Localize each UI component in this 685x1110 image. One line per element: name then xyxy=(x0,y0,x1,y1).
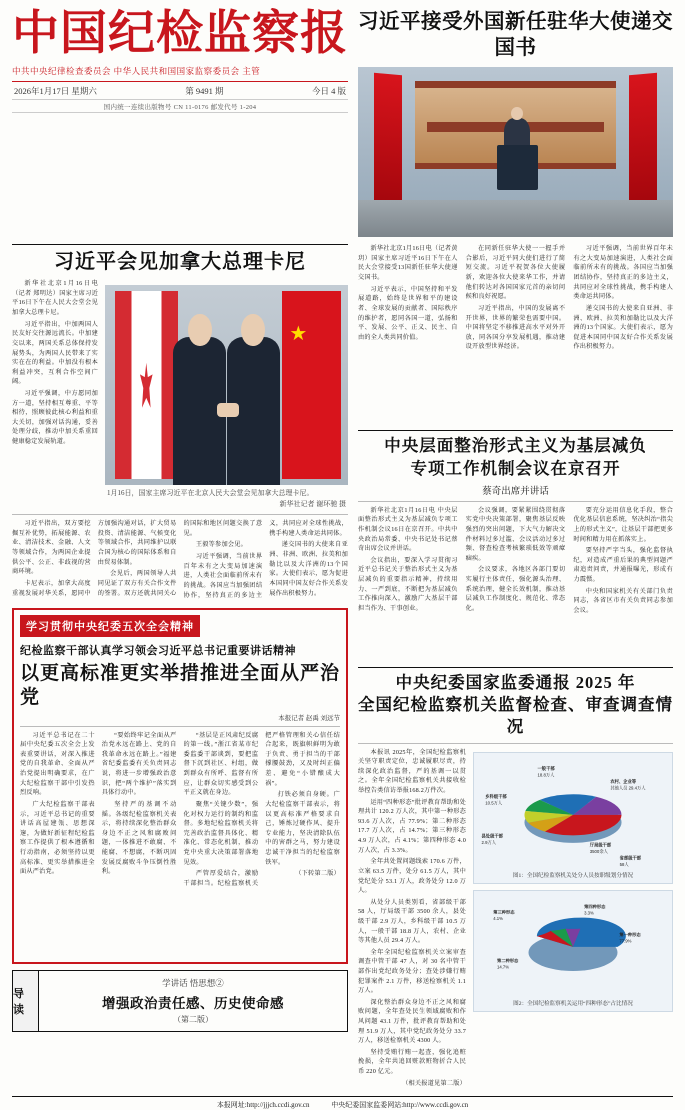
guide-body xyxy=(39,971,347,1031)
pie2-value-3: 3.3% xyxy=(584,910,594,916)
pie1-value-3: 2.9万人 xyxy=(481,839,497,845)
masthead-right xyxy=(358,10,673,237)
pie-chart-forms xyxy=(478,895,668,997)
masthead-left xyxy=(12,10,348,237)
canada-flag xyxy=(115,291,178,479)
podium-shape xyxy=(497,145,538,189)
handshake xyxy=(217,403,239,417)
guide-box xyxy=(12,970,348,1032)
left-mid-rule xyxy=(12,514,348,515)
masthead-ticker: 国内统一连续出版物号 CN 11-0176 邮发代号 1-204 xyxy=(12,99,348,113)
china-flag xyxy=(282,291,340,479)
pie1-label-3: 县处级干部 xyxy=(481,832,503,838)
pie1-label-4: 厅局级干部 xyxy=(589,842,612,848)
flag-decor-left xyxy=(374,73,402,208)
study-feature-text: 习近平总书记在二十届中央纪委五次全会上发表重要讲话，对深入推进党的自我革命、全面从严治党提出明确要求，在广大纪检监察干部中引发热烈反响。 广大纪检监察干部表示，习近平总书记的重要讲话高屋建瓴、思想深邃，为做好新征程纪检监察工作提供了根本遵循和行动指南，必须坚持以更高标准、更实举措推进全面从严治党。 “要始终牢记全面从严治党永远在路上、党的自我革命永远在路上。”福建省纪委监委有关负责同志说，将进一步增强政治意识，把“两个维护”落实到具体行动中。 坚持严的基调不动摇。各级纪检监察机关表示，将持续深化整治群众身边不正之风和腐败问题，一体推进不敢腐、不能腐、不想腐，不断巩固发展反腐败斗争压倒性胜利。 “基层是正风肃纪反腐的第一线。”浙江省某市纪委监委干部谈到，要把监督下沉到社区、村组，做到群众有所呼、监督有所应，让群众切实感受到公平正义就在身边。 聚焦“关键少数”，强化对权力运行的制约和监督。多地纪检监察机关将完善政治监督具体化、精准化、常态化机制，推动党中央重大决策部署落地见效。 严管厚爱结合，激励干部担当。纪检监察机关把严格管理和关心信任结合起来，既旗帜鲜明为敢于负责、勇于担当的干部撑腰鼓劲，又及时纠正偏差、避免“小错酿成大祸”。 打铁必须自身硬。广大纪检监察干部表示，将以更高标准严格要求自己，锤炼过硬作风、提升专业能力，坚决清除队伍中的害群之马，努力建设忠诚干净担当的纪检监察铁军。 （下转第二版） xyxy=(20,731,340,887)
report-headline-1: 中央纪委国家监委通报 2025 年 xyxy=(395,672,636,692)
lead-left-block xyxy=(12,279,348,509)
report-text: 本报讯 2025年，全国纪检监察机关坚守职责定位，忠诚履职尽责，持续深化政治监督，严的基调一以贯之。全年全国纪检监察机关共接收检举控告类信访举报168.2万件次。 运用“四种形态”批评教育帮助和处理共计 120.2 万人次，其中第一种形态 93.6 万人次，占 77.9%；第二种形态 17.7 万人次，占 14.7%；第三种形态 4.9 万人次，占 4.1%；第四种形态 4.0 万人次，占 3.3%。 全年共处置问题线索 170.6 万件，立案 63.5 万件，处分 61.5 万人，其中党纪处分 53.1 万人，政务处分 12.0 万人。 从处分人员类别看，省部级干部 58 人，厅局级干部 3500 余人，县处级干部 2.9 万人，乡科级干部 10.5 万人，一般干部 18.8 万人，农村、企业等其他人员 29.4 万人。 全年全国纪检监察机关立案审查调查中管干部 47 人，对 30 名中管干部作出党纪政务处分；查处涉嫌行贿犯罪案件 2.1 万件，移送检察机关 1.1 万人。 深化整治群众身边不正之风和腐败问题，全年查处民生领域腐败和作风问题 43.1 万件，批评教育帮助和处理 51.9 万人，其中党纪政务处分 33.7 万人，移送检察机关 4300 人。 坚持受贿行贿一起查，强化追赃挽损，全年共追回赃款赃物折合人民币 220 亿元。 （相关报道见第二版） xyxy=(358,748,466,1087)
report-block xyxy=(358,748,673,1091)
masthead-sponsor: 中共中央纪律检查委员会 中华人民共和国国家监察委员会 主管 xyxy=(12,66,261,77)
guide-tab-label: 导读 xyxy=(13,971,39,1031)
pie2-value-2: 4.1% xyxy=(493,915,503,921)
pie-chart-職級 xyxy=(478,757,668,869)
masthead xyxy=(12,10,673,237)
pie1-label-2: 乡科级干部 xyxy=(485,793,507,799)
footer-supervision-site[interactable]: 中央纪委国家监委网站:http://www.ccdi.gov.cn xyxy=(331,1101,469,1110)
lead-right-headline: 习近平接受外国新任驻华大使递交国书 xyxy=(358,11,673,59)
guide-page-ref: （第二版） xyxy=(173,1014,213,1024)
lead-left-cutline xyxy=(105,485,348,508)
xi-receives-credentials-photo xyxy=(358,67,673,237)
right-rule-3 xyxy=(358,667,673,668)
guide-headline: 增强政治责任感、历史使命感 xyxy=(102,995,284,1011)
right-column xyxy=(358,244,673,1090)
main-layout xyxy=(12,244,673,1090)
pie1-value-2: 10.5万人 xyxy=(485,800,503,806)
pie1-value-1: 其他人员 29.4万人 xyxy=(610,785,646,791)
pie2-value-1: 14.7% xyxy=(496,963,510,969)
study-feature-box xyxy=(12,608,348,964)
photo-foreground xyxy=(358,200,673,237)
masthead-issue: 第 9491 期 xyxy=(185,86,224,97)
report-charts xyxy=(473,752,673,1091)
pie1-label-1: 农村、企业等 xyxy=(610,778,637,784)
left-top-rule xyxy=(12,244,348,245)
report-headline-2: 全国纪检监察机关监督检查、审查调查情况 xyxy=(358,695,673,737)
lead-left-text-col1: 新华社北京1月16日电（记者 郑明达）国家主席习近平16日下午在人民大会堂会见加拿大总理卡尼。 习近平指出，中加两国人民友好交往源远流长。中加建交以来，两国关系总体保持发展势头，为两国人民带来了实实在在的利益。中加没有根本利益冲突，互利合作空间广阔。 习近平强调，中方愿同加方一道，坚持相互尊重、平等相待，照顾彼此核心利益和重大关切，加强对话沟通，妥善处理分歧，推动中加关系重回健康稳定发展轨道。 xyxy=(12,280,98,445)
left-column xyxy=(12,244,348,1090)
study-feature-subhead: 纪检监察干部认真学习领会习近平总书记重要讲话精神 xyxy=(20,645,296,658)
right-rule-4 xyxy=(358,743,673,744)
lead-right-text: 新华社北京1月16日电（记者黄玥）国家主席习近平16日下午在人民大会堂接受13国新任驻华大使递交国书。 习近平表示，中国坚持和平发展道路，始终是世界和平的建设者、全球发展的贡献者、国际秩序的维护者，愿同各国一道，弘扬和平、发展、公平、正义、民主、自由的全人类共同价值。 在同新任驻华大使一一握手并合影后，习近平同大使们进行了简短交流。习近平祝贺各位大使履新，欢迎各位大使来华工作，并请他们转达对各国国家元首的亲切问候和良好祝愿。 习近平指出，中国的发展离不开世界，世界的繁荣也需要中国。中国将坚定不移推进高水平对外开放，同各国分享发展机遇，推动建设开放型世界经济。 习近平强调，当前世界百年未有之大变局加速演进，人类社会面临前所未有的挑战。各国应当加强团结协作，坚持真正的多边主义，共同应对全球性挑战，携手构建人类命运共同体。 递交国书的大使来自亚洲、非洲、欧洲、拉美和加勒比以及大洋洲的13个国家。大使们表示，愿为促进本国同中国友好合作关系发展作出积极努力。 xyxy=(358,245,673,351)
footer-bar xyxy=(12,1096,673,1110)
right-rule-1 xyxy=(358,430,673,431)
mechanism-subhead: 蔡奇出席并讲话 xyxy=(482,486,549,497)
right-rule-2 xyxy=(358,501,673,502)
pie1-value-0: 18.8万人 xyxy=(537,772,555,778)
chart-card-2 xyxy=(473,890,673,1012)
study-feature-band: 学习贯彻中央纪委五次全会精神 xyxy=(20,615,200,637)
pie2-label-1: 第二种形态 xyxy=(496,957,519,963)
cutline-credit: 新华社记者 谢环驰 摄 xyxy=(279,499,346,508)
lead-left-photo-block xyxy=(105,279,348,509)
study-feature-headline: 以更高标准更实举措推进全面从严治党 xyxy=(20,663,341,708)
pie1-label-5: 省部级干部 xyxy=(619,855,642,861)
pie1-value-4: 3500余人 xyxy=(589,848,608,854)
lead-left-text-continued: 习近平指出，双方要挖掘互补优势，拓展能源、农业、清洁技术、金融、人文等领域合作，为两国企业提供公平、公正、非歧视的营商环境。 卡尼表示，加拿大高度重视发展对华关系，愿同中方加强沟通对话，扩大贸易投资、清洁能源、气候变化等领域合作，共同维护以联合国为核心的国际体系和自由贸易体制。 会见后，两国领导人共同见证了双方有关合作文件的签署。双方还就共同关心的国际和地区问题交换了意见。 王毅等参加会见。 习近平强调，当前世界百年未有之大变局加速演进，人类社会面临前所未有的挑战。各国应当加强团结协作，坚持真正的多边主义，共同应对全球性挑战，携手构建人类命运共同体。 递交国书的大使来自亚洲、非洲、欧洲、拉美和加勒比以及大洋洲的13个国家。大使们表示，愿为促进本国同中国友好合作关系发展作出积极努力。 xyxy=(12,520,348,599)
pie2-label-3: 第四种形态 xyxy=(584,903,606,909)
footer-website[interactable]: 本报网址:http://jjjch.ccdi.gov.cn xyxy=(216,1101,310,1110)
chart2-caption: 图2：全国纪检监察机关运用“四种形态”占比情况 xyxy=(513,1000,633,1007)
mechanism-headline-1: 中央层面整治形式主义为基层减负 xyxy=(384,436,647,456)
flag-decor-right xyxy=(629,73,657,208)
mechanism-text: 新华社北京1月16日电 中央层面整治形式主义为基层减负专项工作机制会议16日在京召开。中共中央政治局常委、中央书记处书记蔡奇出席会议并讲话。 会议指出，要深入学习贯彻习近平总书记关于整治形式主义为基层减负的重要指示精神，持续用力、一严到底，不断把为基层减负工作推向深入，激励广大基层干部担当作为、干事创业。 会议强调，要紧紧围绕贯彻落实党中央决策部署，聚焦基层反映强烈的突出问题，下大气力解决文件材料过多过滥、会议活动过多过频、督查检查考核繁琐低效等顽瘴痼疾。 会议要求，各地区各部门要切实履行主体责任，强化源头治理、系统治理，健全长效机制，推动基层减负工作制度化、规范化、常态化。 要充分运用信息化手段，整合优化基层信息系统，坚决纠治“指尖上的形式主义”，让基层干部把更多时间和精力用在抓落实上。 要坚持严字当头，强化监督执纪，对造成严重后果的典型问题严肃追责问责，并通报曝光，形成有力震慑。 中央和国家机关有关部门负责同志，各省区市有关负责同志参加会议。 xyxy=(358,506,673,614)
study-feature-byline: 本报记者 赵禹 刘远节 xyxy=(278,714,340,722)
masthead-pages: 今日 4 版 xyxy=(311,86,346,97)
masthead-date: 2026年1月17日 星期六 xyxy=(14,86,97,97)
guide-kicker: 学讲话 悟思想② xyxy=(162,977,224,988)
newspaper-title: 中国纪检监察报 xyxy=(12,8,348,60)
mechanism-headline-2: 专项工作机制会议在京召开 xyxy=(410,458,621,478)
masthead-meta xyxy=(12,82,348,99)
pie1-label-0: 一般干部 xyxy=(537,765,555,771)
lead-left-headline: 习近平会见加拿大总理卡尼 xyxy=(54,251,306,274)
chart1-caption: 图1：全国纪检监察机关处分人员按职级划分情况 xyxy=(512,872,634,879)
chart-card-1 xyxy=(473,752,673,884)
pie2-value-0: 77.9% xyxy=(619,937,632,943)
xi-meets-canada-pm-photo xyxy=(105,285,348,485)
pie2-label-2: 第三种形态 xyxy=(493,909,515,915)
pie2-label-0: 第一种形态 xyxy=(619,931,641,937)
cutline-text: 1月16日，国家主席习近平在北京人民大会堂会见加拿大总理卡尼。 xyxy=(107,489,314,498)
pie1-value-5: 58人 xyxy=(619,861,629,867)
feature-rule xyxy=(20,726,340,727)
